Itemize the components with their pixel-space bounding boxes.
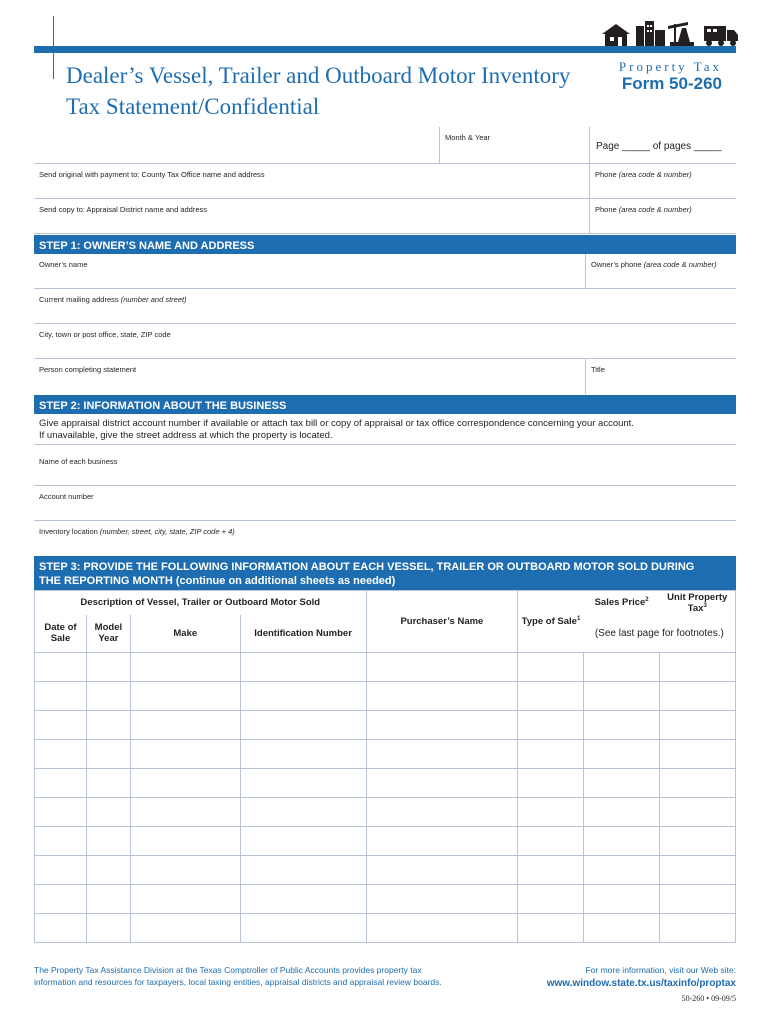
table-cell[interactable]: [240, 740, 366, 769]
table-cell[interactable]: [86, 711, 130, 740]
send-original-label: Send original with payment to: County Tax Office name and address: [39, 170, 265, 179]
table-cell[interactable]: [584, 856, 660, 885]
description-group-header: Description of Vessel, Trailer or Outboard Motor Sold: [35, 591, 367, 615]
header-illustration: [600, 18, 740, 48]
table-cell[interactable]: [130, 798, 240, 827]
footer-website-intro: For more information, visit our Web site:: [585, 965, 736, 975]
business-name-label: Name of each business: [39, 457, 118, 466]
table-cell[interactable]: [35, 711, 87, 740]
title-label: Title: [591, 365, 605, 374]
form-number: Form 50-260: [621, 74, 722, 93]
send-copy-row: [34, 199, 736, 234]
unit-property-tax-header: [660, 591, 736, 615]
table-cell[interactable]: [660, 653, 736, 682]
phone-label: Phone: [595, 170, 617, 179]
model-year-header: Model Year: [86, 615, 130, 653]
table-cell[interactable]: [35, 740, 87, 769]
footer-description-line2: information and resources for taxpayers, local taxing entities, appraisal districts and appraisal review boards.: [34, 977, 442, 987]
mailing-address-field[interactable]: [34, 289, 736, 323]
table-cell[interactable]: [518, 740, 584, 769]
table-cell[interactable]: [35, 653, 87, 682]
table-cell[interactable]: [366, 740, 518, 769]
sales-inventory-table: [34, 590, 736, 943]
person-completing-label: Person completing statement: [39, 365, 137, 374]
table-cell[interactable]: [130, 653, 240, 682]
footnote-2: 2: [645, 597, 649, 604]
table-cell[interactable]: [366, 769, 518, 798]
table-cell[interactable]: [518, 653, 584, 682]
person-row: [34, 359, 736, 394]
appraisal-district-field[interactable]: [34, 199, 589, 233]
city-state-zip-field[interactable]: [34, 324, 736, 358]
table-cell[interactable]: [518, 798, 584, 827]
title-field[interactable]: [585, 359, 736, 394]
house-icon: [602, 24, 630, 46]
table-cell[interactable]: [366, 798, 518, 827]
phone-label: Phone: [595, 205, 617, 214]
step2-instructions-line1: Give appraisal district account number if available or attach tax bill or copy of appraisal or tax office correspondence concerning your account.: [39, 418, 634, 429]
mailing-address-hint: (number and street): [120, 295, 187, 304]
table-cell[interactable]: [584, 798, 660, 827]
table-header-row: [35, 591, 736, 615]
account-number-row: [34, 486, 736, 521]
sales-price-header: [584, 591, 660, 615]
step1-heading: STEP 1: OWNER’S NAME AND ADDRESS: [34, 235, 736, 254]
form-revision-code: 50-260 • 09-09/5: [681, 994, 736, 1003]
table-row: [35, 827, 736, 856]
step3-heading-line2: THE REPORTING MONTH (continue on additional sheets as needed): [39, 575, 396, 587]
table-cell[interactable]: [518, 856, 584, 885]
table-cell[interactable]: [584, 653, 660, 682]
table-cell[interactable]: [660, 885, 736, 914]
table-cell[interactable]: [86, 827, 130, 856]
table-row: [35, 769, 736, 798]
inventory-location-hint: (number, street, city, state, ZIP code + 4): [99, 527, 235, 536]
mailing-address-label: Current mailing address: [39, 295, 119, 304]
table-cell[interactable]: [35, 914, 87, 943]
table-cell[interactable]: [240, 798, 366, 827]
table-row: [35, 856, 736, 885]
table-cell[interactable]: [240, 653, 366, 682]
table-cell[interactable]: [35, 798, 87, 827]
table-cell[interactable]: [86, 885, 130, 914]
city-row: [34, 324, 736, 359]
make-header: Make: [130, 615, 240, 653]
table-cell[interactable]: [366, 827, 518, 856]
unit-property-tax-label: Unit Property Tax: [667, 591, 728, 614]
owner-name-label: Owner’s name: [39, 260, 88, 269]
inventory-location-label: Inventory location: [39, 527, 98, 536]
table-cell[interactable]: [584, 740, 660, 769]
page-count-field[interactable]: [589, 127, 736, 163]
table-cell[interactable]: [518, 914, 584, 943]
city-state-zip-label: City, town or post office, state, ZIP code: [39, 330, 171, 339]
table-cell[interactable]: [584, 885, 660, 914]
table-cell[interactable]: [86, 653, 130, 682]
type-of-sale-header: [518, 591, 584, 653]
account-number-label: Account number: [39, 492, 94, 501]
table-cell[interactable]: [584, 914, 660, 943]
table-cell[interactable]: [366, 914, 518, 943]
owner-phone-label: Owner’s phone: [591, 260, 642, 269]
table-cell[interactable]: [130, 740, 240, 769]
business-name-field[interactable]: [34, 451, 736, 485]
month-year-label: Month & Year: [445, 133, 491, 142]
table-row: [35, 682, 736, 711]
table-cell[interactable]: [518, 682, 584, 711]
inventory-location-field[interactable]: [34, 521, 736, 556]
step2-heading: STEP 2: INFORMATION ABOUT THE BUSINESS: [34, 395, 736, 414]
table-cell[interactable]: [130, 885, 240, 914]
table-cell[interactable]: [584, 682, 660, 711]
table-cell[interactable]: [130, 769, 240, 798]
table-cell[interactable]: [35, 856, 87, 885]
owner-phone-hint: (area code & number): [643, 260, 717, 269]
table-cell[interactable]: [366, 885, 518, 914]
form-title-line1: Dealer’s Vessel, Trailer and Outboard Motor Inventory: [66, 63, 571, 88]
table-cell[interactable]: [584, 769, 660, 798]
step2-divider: [34, 444, 736, 445]
table-row: [35, 885, 736, 914]
table-cell[interactable]: [240, 682, 366, 711]
month-year-row: [34, 127, 736, 164]
phone-hint: (area code & number): [618, 170, 692, 179]
table-cell[interactable]: [240, 885, 366, 914]
table-cell[interactable]: [240, 827, 366, 856]
table-cell[interactable]: [130, 682, 240, 711]
table-row: [35, 798, 736, 827]
table-cell[interactable]: [366, 653, 518, 682]
type-of-sale-label: Type of Sale: [521, 616, 577, 628]
owner-phone-field[interactable]: [585, 254, 736, 288]
owner-name-row: [34, 254, 736, 289]
table-cell[interactable]: [35, 769, 87, 798]
phone-hint: (area code & number): [618, 205, 692, 214]
table-cell[interactable]: [366, 682, 518, 711]
district-phone-field[interactable]: [589, 199, 736, 233]
table-cell[interactable]: [660, 682, 736, 711]
table-cell[interactable]: [660, 711, 736, 740]
footnote-1: 1: [576, 615, 581, 622]
footer-website: [547, 964, 736, 990]
business-name-row: [34, 451, 736, 486]
owner-name-field[interactable]: [34, 254, 585, 288]
step3-heading: [34, 556, 736, 590]
table-cell[interactable]: [240, 711, 366, 740]
table-cell[interactable]: [584, 827, 660, 856]
sales-price-label: Sales Price: [594, 597, 646, 609]
footer-description-line1: The Property Tax Assistance Division at the Texas Comptroller of Public Accounts provides property tax: [34, 965, 422, 975]
footnote-3: 3: [703, 602, 707, 609]
county-phone-field[interactable]: [589, 164, 736, 198]
form-title: [66, 60, 570, 122]
step2-instructions-line2: If unavailable, give the street address at which the property is located.: [39, 430, 333, 441]
send-copy-label: Send copy to: Appraisal District name and address: [39, 205, 208, 214]
inventory-location-row: [34, 521, 736, 556]
table-row: [35, 914, 736, 943]
table-cell[interactable]: [35, 827, 87, 856]
category-label: Property Tax: [618, 59, 722, 74]
table-cell[interactable]: [130, 711, 240, 740]
oil-pump-icon: [668, 22, 694, 46]
table-cell[interactable]: [240, 769, 366, 798]
account-number-field[interactable]: [34, 486, 736, 520]
table-cell[interactable]: [518, 769, 584, 798]
table-row: [35, 740, 736, 769]
county-tax-office-field[interactable]: [34, 164, 589, 198]
table-cell[interactable]: [86, 682, 130, 711]
table-cell[interactable]: [518, 885, 584, 914]
table-cell[interactable]: [660, 740, 736, 769]
table-cell[interactable]: [366, 711, 518, 740]
table-cell[interactable]: [35, 885, 87, 914]
identification-number-header: Identification Number: [240, 615, 366, 653]
table-cell[interactable]: [86, 914, 130, 943]
table-cell[interactable]: [240, 856, 366, 885]
purchaser-name-header: Purchaser’s Name: [366, 591, 518, 653]
table-cell[interactable]: [660, 827, 736, 856]
website-link[interactable]: www.window.state.tx.us/taxinfo/proptax: [546, 978, 736, 989]
table-cell[interactable]: [130, 827, 240, 856]
table-cell[interactable]: [518, 711, 584, 740]
person-completing-field[interactable]: [34, 359, 585, 394]
table-row: [35, 711, 736, 740]
footer-description: [34, 964, 442, 988]
truck-icon: [704, 26, 738, 46]
form-title-line2: Tax Statement/Confidential: [66, 94, 320, 119]
table-cell[interactable]: [35, 682, 87, 711]
table-cell[interactable]: [660, 769, 736, 798]
table-cell[interactable]: [86, 740, 130, 769]
city-buildings-icon: [636, 21, 665, 46]
table-cell[interactable]: [660, 856, 736, 885]
table-cell[interactable]: [240, 914, 366, 943]
table-cell[interactable]: [130, 856, 240, 885]
table-cell[interactable]: [366, 856, 518, 885]
step2-instructions: [39, 418, 634, 442]
mailing-address-row: [34, 289, 736, 324]
step3-heading-line1: STEP 3: PROVIDE THE FOLLOWING INFORMATION ABOUT EACH VESSEL, TRAILER OR OUTBOARD MOTOR SOLD DURING: [39, 561, 695, 573]
table-cell[interactable]: [660, 914, 736, 943]
table-cell[interactable]: [86, 798, 130, 827]
table-cell[interactable]: [660, 798, 736, 827]
table-cell[interactable]: [584, 711, 660, 740]
table-body: [35, 653, 736, 943]
table-cell[interactable]: [130, 914, 240, 943]
date-of-sale-header: Date of Sale: [35, 615, 87, 653]
footnote-reference: (See last page for footnotes.): [584, 615, 736, 653]
table-cell[interactable]: [86, 856, 130, 885]
page-count-label: Page _____ of pages _____: [596, 141, 722, 152]
table-cell[interactable]: [518, 827, 584, 856]
send-original-row: [34, 164, 736, 199]
table-row: [35, 653, 736, 682]
month-year-field[interactable]: [439, 127, 589, 163]
table-cell[interactable]: [86, 769, 130, 798]
